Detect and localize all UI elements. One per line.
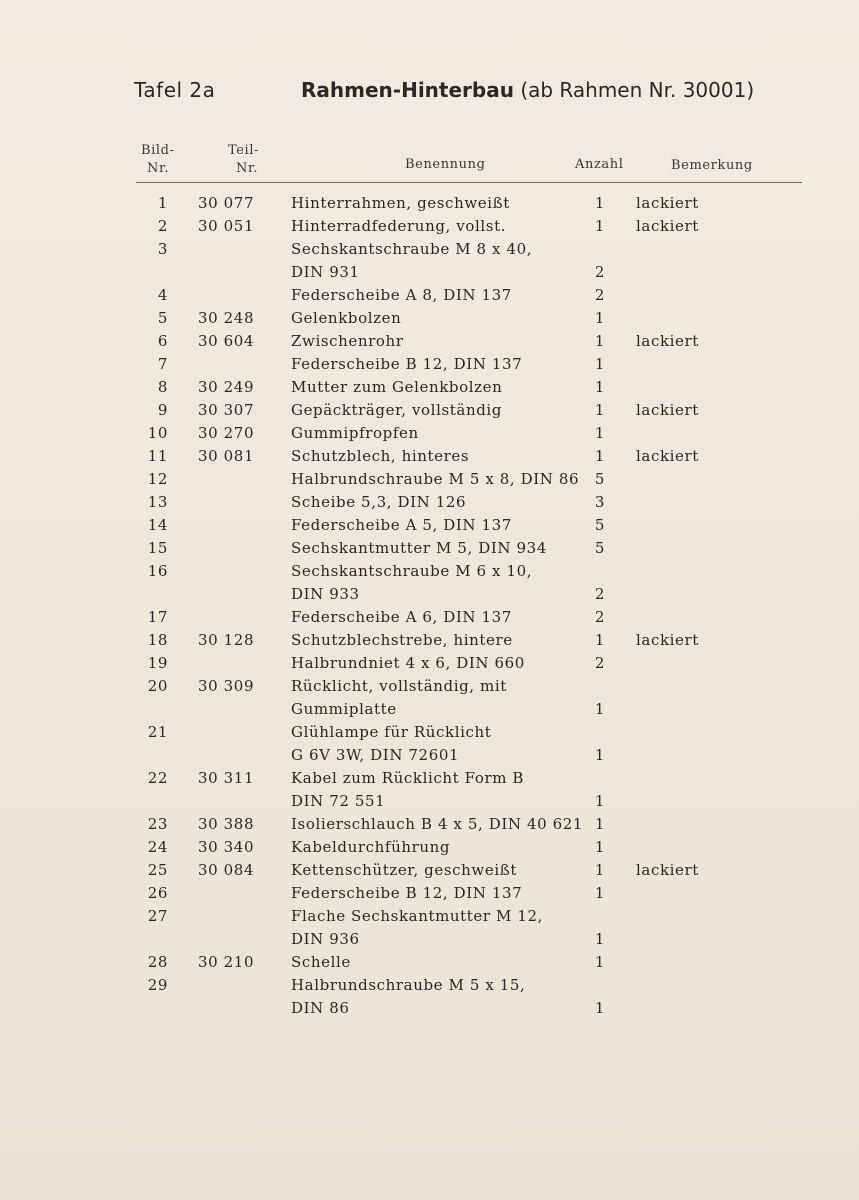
column-header-bild-line1: Bild- [141, 143, 175, 158]
cell-bild-nr: 10 [147, 424, 168, 442]
cell-benennung: Hinterrahmen, geschweißt [291, 194, 510, 212]
cell-anzahl: 1 [594, 378, 606, 396]
cell-teil-nr: 30 604 [198, 332, 255, 350]
column-header-bild-line2: Nr. [147, 161, 170, 176]
table-row [0, 399, 859, 422]
table-row [0, 675, 859, 698]
plate-label: Tafel 2a [134, 78, 216, 102]
table-row [0, 583, 859, 606]
cell-benennung: DIN 72 551 [291, 792, 386, 810]
cell-bild-nr: 17 [147, 608, 168, 626]
cell-benennung: Kabel zum Rücklicht Form B [291, 769, 525, 787]
cell-bild-nr: 13 [147, 493, 168, 511]
table-row [0, 330, 859, 353]
cell-benennung: Halbrundniet 4 x 6, DIN 660 [291, 654, 525, 672]
table-row [0, 261, 859, 284]
cell-bild-nr: 4 [157, 286, 168, 304]
table-row [0, 307, 859, 330]
cell-teil-nr: 30 081 [198, 447, 255, 465]
cell-anzahl: 1 [594, 309, 606, 327]
table-row [0, 376, 859, 399]
cell-anzahl: 2 [594, 654, 606, 672]
table-row [0, 445, 859, 468]
cell-teil-nr: 30 340 [198, 838, 255, 856]
cell-bild-nr: 21 [147, 723, 168, 741]
cell-benennung: Schutzblechstrebe, hintere [291, 631, 513, 649]
table-row [0, 813, 859, 836]
cell-anzahl: 1 [594, 838, 606, 856]
cell-bild-nr: 25 [147, 861, 168, 879]
table-row [0, 767, 859, 790]
cell-bild-nr: 2 [157, 217, 168, 235]
cell-benennung: Federscheibe A 8, DIN 137 [291, 286, 512, 304]
table-row [0, 215, 859, 238]
page-title-main: Rahmen-Hinterbau [301, 78, 514, 102]
cell-bild-nr: 9 [157, 401, 168, 419]
cell-bild-nr: 20 [147, 677, 168, 695]
cell-anzahl: 2 [594, 286, 606, 304]
cell-benennung: Sechskantmutter M 5, DIN 934 [291, 539, 547, 557]
cell-teil-nr: 30 307 [198, 401, 255, 419]
column-header-teil-line2: Nr. [236, 161, 259, 176]
cell-teil-nr: 30 210 [198, 953, 255, 971]
cell-teil-nr: 30 077 [198, 194, 255, 212]
column-header-teil-line1: Teil- [228, 143, 260, 158]
cell-benennung: Scheibe 5,3, DIN 126 [291, 493, 467, 511]
cell-benennung: Federscheibe A 6, DIN 137 [291, 608, 512, 626]
table-row [0, 353, 859, 376]
cell-bild-nr: 27 [147, 907, 168, 925]
cell-benennung: Flache Sechskantmutter M 12, [291, 907, 544, 925]
cell-benennung: Kettenschützer, geschweißt [291, 861, 517, 879]
cell-teil-nr: 30 084 [198, 861, 255, 879]
cell-anzahl: 2 [594, 585, 606, 603]
cell-teil-nr: 30 388 [198, 815, 255, 833]
page-title [301, 78, 754, 102]
cell-teil-nr: 30 270 [198, 424, 255, 442]
cell-anzahl: 5 [594, 539, 606, 557]
cell-benennung: Zwischenrohr [291, 332, 404, 350]
cell-benennung: Halbrundschraube M 5 x 15, [291, 976, 526, 994]
cell-benennung: G 6V 3W, DIN 72601 [291, 746, 460, 764]
cell-bild-nr: 29 [147, 976, 168, 994]
parts-table [0, 192, 859, 1020]
cell-bemerkung: lackiert [636, 631, 699, 649]
cell-anzahl: 1 [594, 861, 606, 879]
cell-benennung: Gelenkbolzen [291, 309, 402, 327]
cell-anzahl: 1 [594, 401, 606, 419]
cell-bild-nr: 24 [147, 838, 168, 856]
cell-bild-nr: 7 [157, 355, 168, 373]
cell-bild-nr: 18 [147, 631, 168, 649]
cell-anzahl: 1 [594, 424, 606, 442]
cell-teil-nr: 30 051 [198, 217, 255, 235]
cell-bild-nr: 11 [147, 447, 168, 465]
cell-anzahl: 1 [594, 930, 606, 948]
cell-bild-nr: 3 [157, 240, 168, 258]
cell-bild-nr: 12 [147, 470, 168, 488]
cell-teil-nr: 30 248 [198, 309, 255, 327]
cell-benennung: Rücklicht, vollständig, mit [291, 677, 507, 695]
cell-bemerkung: lackiert [636, 332, 699, 350]
cell-anzahl: 1 [594, 631, 606, 649]
cell-bild-nr: 8 [157, 378, 168, 396]
cell-anzahl: 1 [594, 999, 606, 1017]
cell-benennung: Kabeldurchführung [291, 838, 451, 856]
cell-benennung: Glühlampe für Rücklicht [291, 723, 492, 741]
cell-bild-nr: 16 [147, 562, 168, 580]
cell-bemerkung: lackiert [636, 447, 699, 465]
cell-teil-nr: 30 128 [198, 631, 255, 649]
column-header-anzahl: Anzahl [575, 157, 624, 172]
cell-anzahl: 1 [594, 746, 606, 764]
table-row [0, 698, 859, 721]
cell-bild-nr: 1 [157, 194, 168, 212]
header-divider [136, 182, 802, 183]
column-header-bild [141, 142, 175, 178]
table-row [0, 238, 859, 261]
cell-benennung: Federscheibe B 12, DIN 137 [291, 884, 523, 902]
column-header-bemerkung: Bemerkung [671, 158, 753, 173]
cell-benennung: Sechskantschraube M 8 x 40, [291, 240, 533, 258]
cell-bemerkung: lackiert [636, 861, 699, 879]
table-row [0, 468, 859, 491]
table-row [0, 629, 859, 652]
cell-bemerkung: lackiert [636, 194, 699, 212]
column-header-teil [228, 142, 259, 178]
cell-benennung: DIN 936 [291, 930, 360, 948]
cell-anzahl: 1 [594, 953, 606, 971]
table-row [0, 836, 859, 859]
cell-anzahl: 1 [594, 194, 606, 212]
cell-bild-nr: 23 [147, 815, 168, 833]
table-row [0, 744, 859, 767]
cell-benennung: Schutzblech, hinteres [291, 447, 470, 465]
cell-anzahl: 1 [594, 355, 606, 373]
cell-benennung: Schelle [291, 953, 351, 971]
table-row [0, 905, 859, 928]
cell-teil-nr: 30 309 [198, 677, 255, 695]
cell-benennung: Federscheibe A 5, DIN 137 [291, 516, 512, 534]
cell-benennung: Mutter zum Gelenkbolzen [291, 378, 503, 396]
table-row [0, 974, 859, 997]
cell-benennung: Sechskantschraube M 6 x 10, [291, 562, 533, 580]
cell-bemerkung: lackiert [636, 217, 699, 235]
table-row [0, 790, 859, 813]
cell-benennung: Federscheibe B 12, DIN 137 [291, 355, 523, 373]
cell-bild-nr: 6 [157, 332, 168, 350]
table-row [0, 882, 859, 905]
cell-anzahl: 3 [594, 493, 606, 511]
table-row [0, 652, 859, 675]
cell-bild-nr: 26 [147, 884, 168, 902]
table-row [0, 928, 859, 951]
cell-anzahl: 1 [594, 447, 606, 465]
table-row [0, 606, 859, 629]
cell-benennung: Halbrundschraube M 5 x 8, DIN 86 [291, 470, 580, 488]
column-header-benennung: Benennung [405, 157, 486, 172]
table-row [0, 491, 859, 514]
table-row [0, 859, 859, 882]
cell-anzahl: 5 [594, 470, 606, 488]
table-row [0, 721, 859, 744]
cell-bemerkung: lackiert [636, 401, 699, 419]
cell-bild-nr: 5 [157, 309, 168, 327]
cell-anzahl: 2 [594, 263, 606, 281]
cell-bild-nr: 19 [147, 654, 168, 672]
cell-teil-nr: 30 249 [198, 378, 255, 396]
cell-benennung: Gummipfropfen [291, 424, 419, 442]
cell-anzahl: 1 [594, 217, 606, 235]
cell-anzahl: 5 [594, 516, 606, 534]
cell-benennung: Gummiplatte [291, 700, 397, 718]
cell-anzahl: 1 [594, 700, 606, 718]
table-row [0, 537, 859, 560]
cell-bild-nr: 14 [147, 516, 168, 534]
cell-anzahl: 1 [594, 815, 606, 833]
cell-teil-nr: 30 311 [198, 769, 255, 787]
cell-bild-nr: 28 [147, 953, 168, 971]
cell-benennung: DIN 86 [291, 999, 350, 1017]
table-row [0, 192, 859, 215]
cell-anzahl: 1 [594, 884, 606, 902]
table-row [0, 560, 859, 583]
cell-anzahl: 1 [594, 792, 606, 810]
table-row [0, 422, 859, 445]
cell-benennung: Isolierschlauch B 4 x 5, DIN 40 621 [291, 815, 584, 833]
table-row [0, 284, 859, 307]
table-row [0, 514, 859, 537]
cell-benennung: DIN 933 [291, 585, 360, 603]
table-row [0, 997, 859, 1020]
page-title-range: (ab Rahmen Nr. 30001) [520, 78, 755, 102]
cell-anzahl: 2 [594, 608, 606, 626]
cell-anzahl: 1 [594, 332, 606, 350]
cell-bild-nr: 22 [147, 769, 168, 787]
cell-benennung: DIN 931 [291, 263, 360, 281]
cell-bild-nr: 15 [147, 539, 168, 557]
cell-benennung: Gepäckträger, vollständig [291, 401, 503, 419]
cell-benennung: Hinterradfederung, vollst. [291, 217, 507, 235]
table-row [0, 951, 859, 974]
